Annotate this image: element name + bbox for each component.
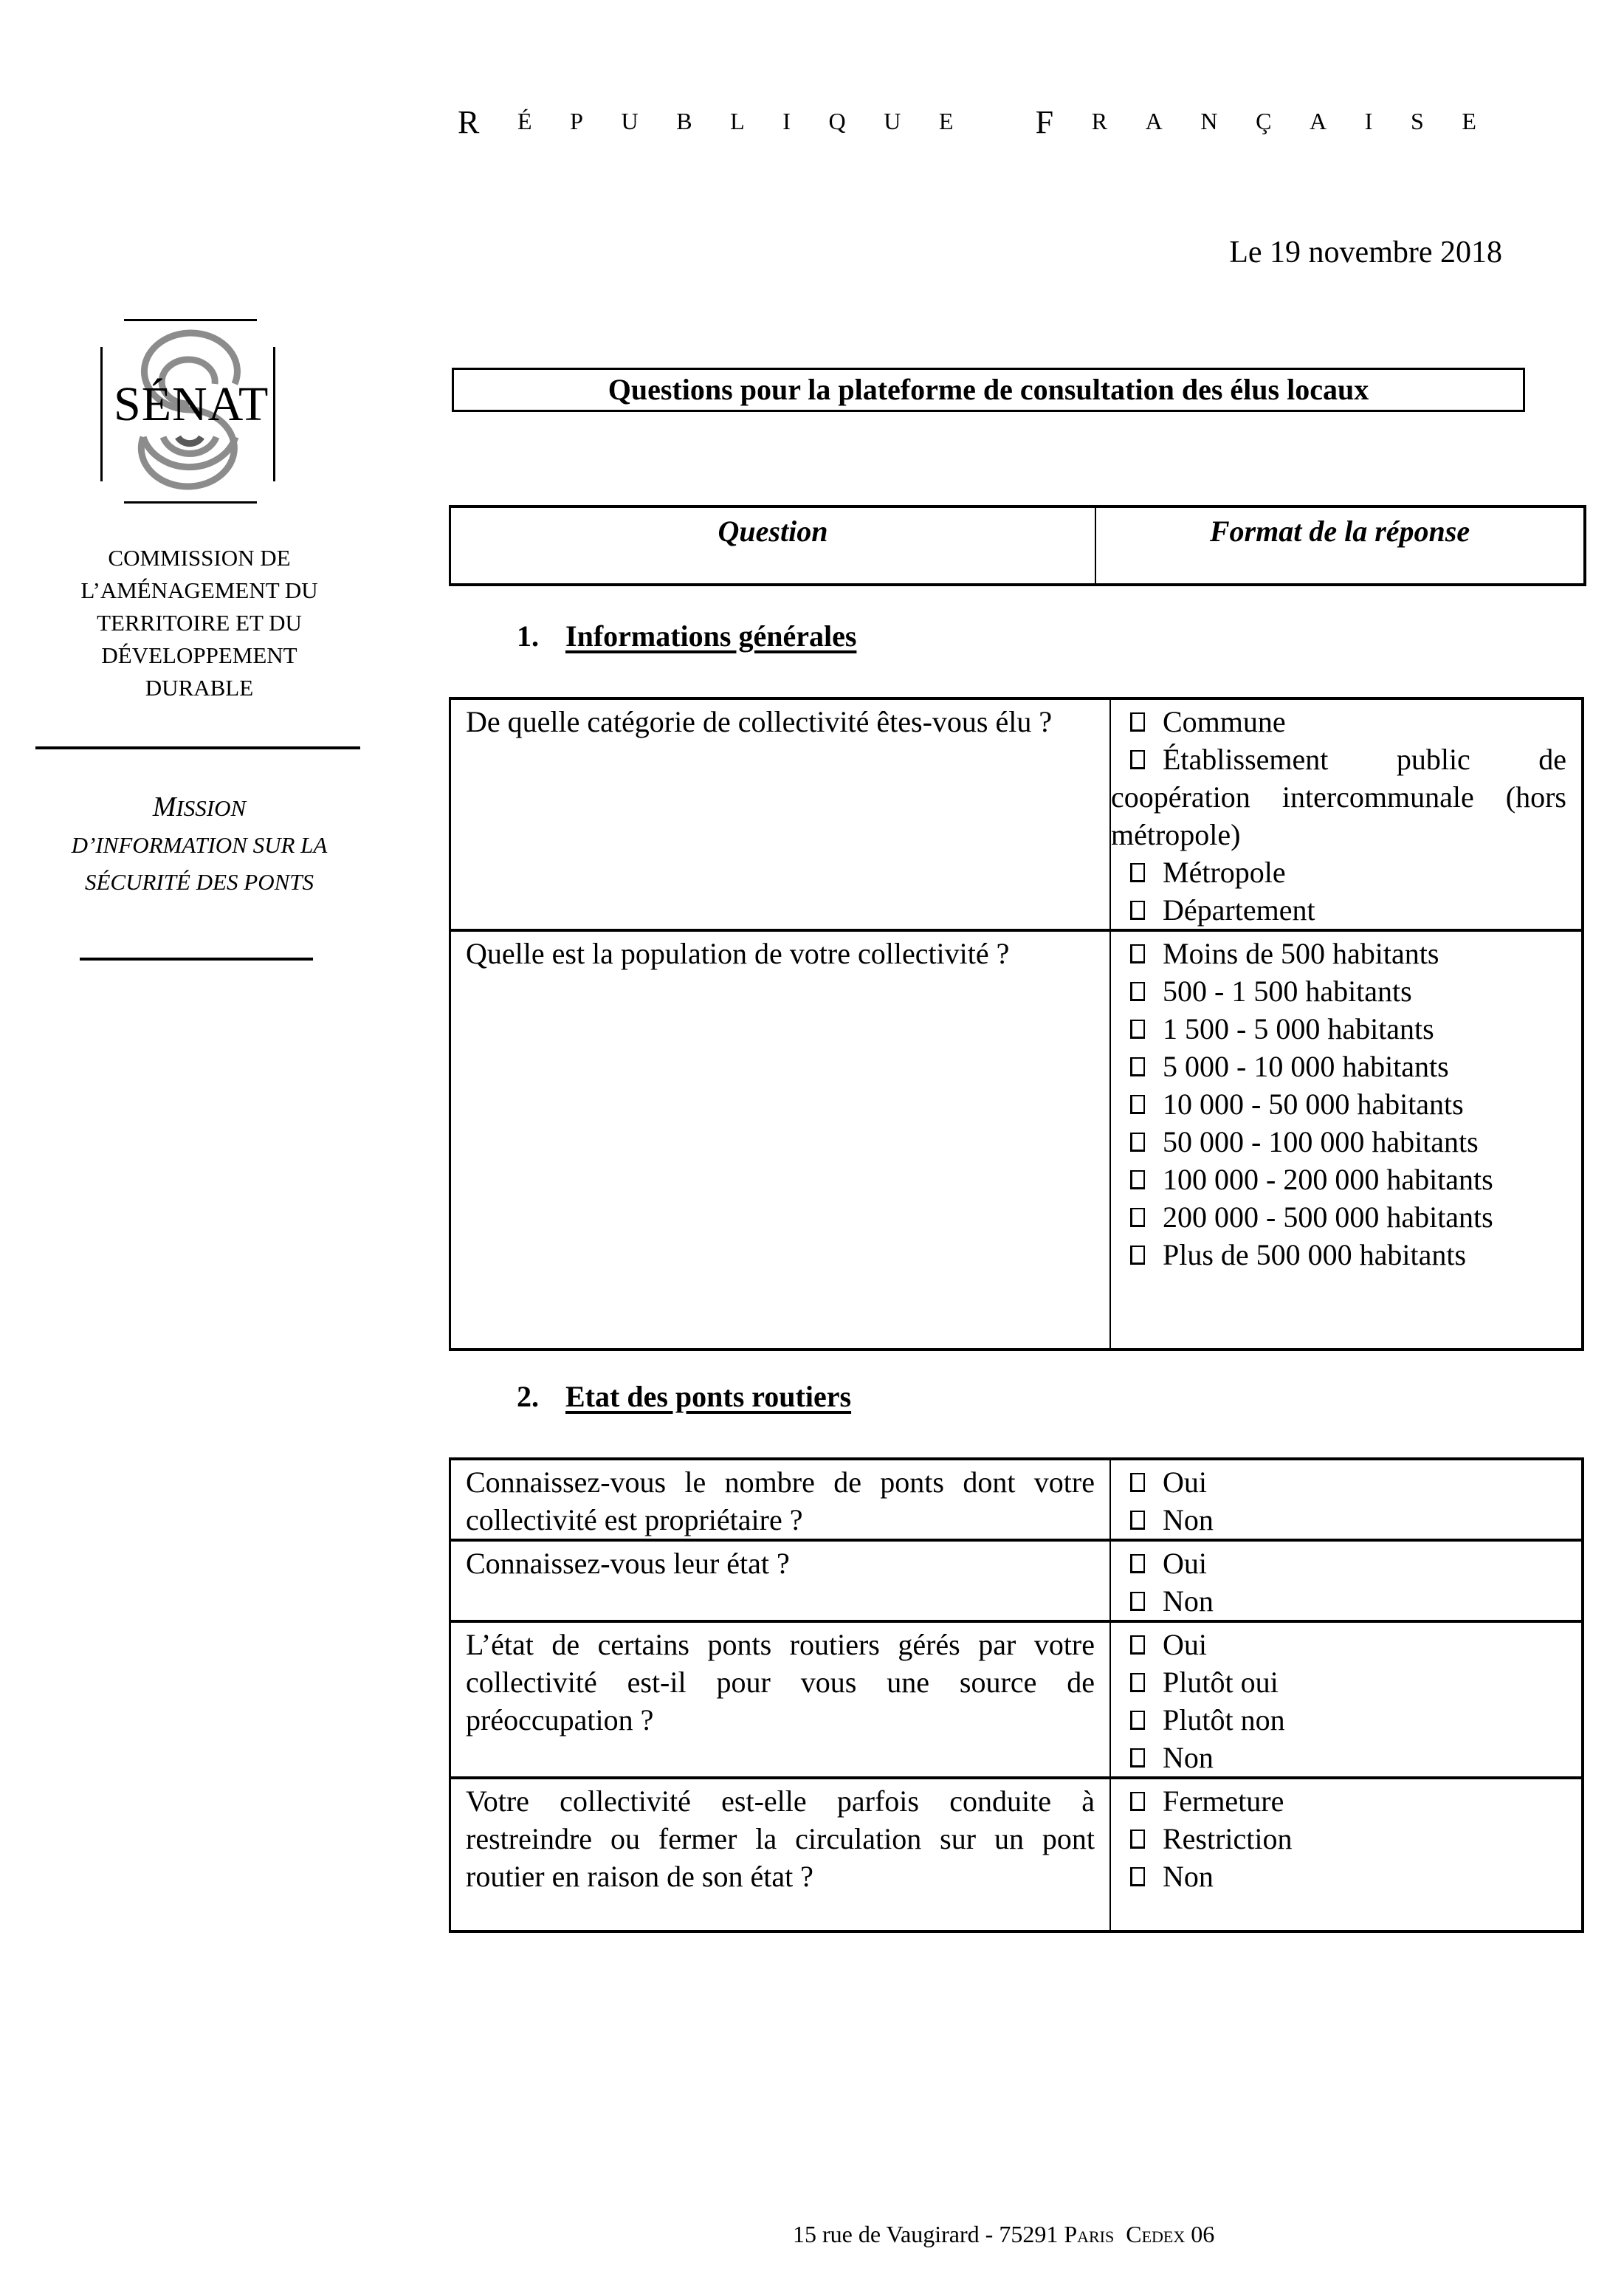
table-row <box>450 930 1583 1350</box>
option-label: Plutôt non <box>1163 1703 1285 1736</box>
header-letter: B <box>676 108 692 134</box>
option-population[interactable] <box>1163 1123 1566 1161</box>
option-label: 50 000 - 100 000 habitants <box>1163 1125 1479 1158</box>
option-label: Plutôt oui <box>1163 1666 1279 1699</box>
option-label: Non <box>1163 1503 1214 1536</box>
header-letter: Q <box>828 108 846 134</box>
option-oui[interactable] <box>1163 1463 1566 1501</box>
section-title: Etat des ponts routiers <box>565 1380 852 1413</box>
header-letter: N <box>1200 108 1218 134</box>
option-non[interactable] <box>1163 1858 1566 1895</box>
header-spacer <box>991 108 997 145</box>
checkbox-icon[interactable] <box>1130 712 1145 732</box>
option-label: Oui <box>1163 1466 1207 1499</box>
option-label: Fermeture <box>1163 1784 1284 1818</box>
header-letter: P <box>570 108 583 134</box>
question-cell: L’état de certains ponts routiers gérés par votre collectivité est-il pour vous une source de préoccupation ? <box>450 1621 1111 1778</box>
option-non[interactable] <box>1163 1582 1566 1620</box>
checkbox-icon[interactable] <box>1130 1208 1145 1227</box>
option-population[interactable] <box>1163 1236 1566 1274</box>
checkbox-icon[interactable] <box>1130 1748 1145 1767</box>
header-letter: R <box>458 104 480 140</box>
option-non[interactable] <box>1163 1739 1566 1776</box>
section-number: 1. <box>517 619 539 653</box>
commission-name <box>30 542 369 704</box>
checkbox-icon[interactable] <box>1130 863 1145 882</box>
header-letter: I <box>1364 108 1373 134</box>
footer-city: Paris <box>1064 2221 1115 2247</box>
question-cell: Connaissez-vous le nombre de ponts dont votre collectivité est propriétaire ? <box>450 1459 1111 1540</box>
option-population[interactable] <box>1163 1198 1566 1236</box>
table-row <box>450 1621 1583 1778</box>
logo-top-rule <box>124 319 257 321</box>
answer-cell <box>1110 930 1583 1350</box>
checkbox-icon[interactable] <box>1130 1511 1145 1530</box>
logo-right-rule <box>273 347 275 481</box>
section-title: Informations générales <box>565 619 857 653</box>
option-label: Non <box>1163 1860 1214 1893</box>
checkbox-icon[interactable] <box>1130 1792 1145 1811</box>
option-restriction[interactable] <box>1163 1820 1566 1858</box>
header-letter: L <box>730 108 745 134</box>
table-row <box>450 1459 1583 1540</box>
answer-cell <box>1110 1459 1583 1540</box>
question-cell: Quelle est la population de votre collectivité ? <box>450 930 1111 1350</box>
option-population[interactable] <box>1163 1161 1566 1198</box>
option-label: Commune <box>1163 705 1286 738</box>
checkbox-icon[interactable] <box>1130 1592 1145 1611</box>
checkbox-icon[interactable] <box>1130 1057 1145 1076</box>
checkbox-icon[interactable] <box>1130 1170 1145 1189</box>
option-label: Département <box>1163 893 1315 927</box>
sidebar-divider <box>35 746 360 749</box>
option-oui[interactable] <box>1163 1626 1566 1663</box>
mission-title <box>30 789 369 827</box>
table-row <box>450 1778 1583 1931</box>
header-letter: I <box>782 108 791 134</box>
option-label: Métropole <box>1163 856 1286 889</box>
option-population[interactable] <box>1163 1085 1566 1123</box>
checkbox-icon[interactable] <box>1130 1133 1145 1152</box>
option-commune[interactable] <box>1163 703 1566 741</box>
checkbox-icon[interactable] <box>1130 1830 1145 1849</box>
section-number: 2. <box>517 1380 539 1413</box>
mission-name <box>30 789 369 901</box>
option-label: Oui <box>1163 1547 1207 1580</box>
header-letter: A <box>1310 108 1327 134</box>
option-population[interactable] <box>1163 972 1566 1010</box>
answer-cell <box>1110 1778 1583 1931</box>
header-letter: U <box>621 108 639 134</box>
mission-initial: M <box>152 791 176 822</box>
commission-line: TERRITOIRE ET DU <box>97 610 302 636</box>
column-header-format: Format de la réponse <box>1209 515 1470 548</box>
answer-cell <box>1110 1621 1583 1778</box>
mission-rest: ISSION <box>176 795 247 821</box>
checkbox-icon[interactable] <box>1130 1473 1145 1492</box>
republique-francaise-header <box>458 103 1476 141</box>
header-letter: S <box>1410 108 1424 134</box>
option-label: 100 000 - 200 000 habitants <box>1163 1163 1493 1196</box>
checkbox-icon[interactable] <box>1130 1711 1145 1730</box>
option-departement[interactable] <box>1163 891 1566 929</box>
option-non[interactable] <box>1163 1501 1566 1539</box>
option-label: 10 000 - 50 000 habitants <box>1163 1088 1464 1121</box>
option-label: Oui <box>1163 1628 1207 1661</box>
table-row <box>450 1540 1583 1621</box>
header-letter: Ç <box>1256 108 1272 134</box>
commission-line: DURABLE <box>145 675 254 701</box>
document-title: Questions pour la plateforme de consultation des élus locaux <box>452 368 1525 412</box>
option-label: Restriction <box>1163 1822 1293 1855</box>
checkbox-icon[interactable] <box>1130 1635 1145 1655</box>
option-label: 500 - 1 500 habitants <box>1163 975 1412 1008</box>
sidebar-divider <box>80 958 313 961</box>
mission-line: D’INFORMATION SUR LA <box>71 832 328 858</box>
header-letter: U <box>884 108 901 134</box>
table-row <box>450 698 1583 930</box>
checkbox-icon[interactable] <box>1130 944 1145 963</box>
option-label: Établissement public de coopération intercommunale (hors métropole) <box>1111 743 1566 851</box>
option-population[interactable] <box>1163 1010 1566 1048</box>
option-label: 1 500 - 5 000 habitants <box>1163 1012 1434 1045</box>
checkbox-icon[interactable] <box>1130 1020 1145 1039</box>
header-letter: É <box>517 108 532 134</box>
question-cell: Connaissez-vous leur état ? <box>450 1540 1111 1621</box>
option-label: 5 000 - 10 000 habitants <box>1163 1050 1449 1083</box>
option-label: Plus de 500 000 habitants <box>1163 1238 1467 1271</box>
option-label: Moins de 500 habitants <box>1163 937 1439 970</box>
header-letter: F <box>1035 104 1054 140</box>
header-letter: E <box>938 108 954 134</box>
question-cell: De quelle catégorie de collectivité êtes-vous élu ? <box>450 698 1111 930</box>
footer-cedex: Cedex 06 <box>1126 2221 1215 2247</box>
logo-bottom-rule <box>124 501 257 504</box>
senat-logo <box>100 319 285 504</box>
checkbox-icon[interactable] <box>1130 1095 1145 1114</box>
option-plutot-oui[interactable] <box>1163 1663 1566 1701</box>
header-letter: E <box>1462 108 1476 134</box>
questions-table-general <box>449 697 1584 1351</box>
option-label: 200 000 - 500 000 habitants <box>1163 1200 1493 1234</box>
questions-table-bridges <box>449 1457 1584 1933</box>
checkbox-icon[interactable] <box>1130 982 1145 1001</box>
answer-cell <box>1110 1540 1583 1621</box>
commission-line: COMMISSION DE <box>108 545 291 571</box>
question-cell: Votre collectivité est-elle parfois conduite à restreindre ou fermer la circulation sur un pont routier en raison de son état ? <box>450 1778 1111 1931</box>
footer-address <box>738 2221 1329 2248</box>
logo-text: SÉNAT <box>114 377 269 431</box>
commission-line: L’AMÉNAGEMENT DU <box>80 577 318 603</box>
option-metropole[interactable] <box>1163 853 1566 891</box>
checkbox-icon[interactable] <box>1130 901 1145 920</box>
mission-line: SÉCURITÉ DES PONTS <box>85 869 314 895</box>
option-label: Non <box>1163 1584 1214 1618</box>
footer-street: 15 rue de Vaugirard - 75291 <box>793 2221 1059 2247</box>
column-header-question: Question <box>451 508 1096 583</box>
option-fermeture[interactable] <box>1163 1782 1566 1820</box>
option-label: Non <box>1163 1741 1214 1774</box>
section-heading <box>517 619 856 653</box>
option-epci[interactable] <box>1111 741 1566 853</box>
commission-line: DÉVELOPPEMENT <box>101 642 297 668</box>
logo-left-rule <box>100 347 103 481</box>
option-population[interactable] <box>1163 935 1566 972</box>
option-oui[interactable] <box>1163 1545 1566 1582</box>
checkbox-icon[interactable] <box>1130 750 1145 769</box>
section-heading <box>517 1379 851 1414</box>
checkbox-icon[interactable] <box>1130 1246 1145 1265</box>
header-letter: A <box>1145 108 1163 134</box>
checkbox-icon[interactable] <box>1130 1867 1145 1886</box>
checkbox-icon[interactable] <box>1130 1673 1145 1692</box>
option-plutot-non[interactable] <box>1163 1701 1566 1739</box>
document-date: Le 19 novembre 2018 <box>1229 236 1502 269</box>
table-header <box>449 505 1586 586</box>
header-letter: R <box>1091 108 1108 134</box>
option-population[interactable] <box>1163 1048 1566 1085</box>
checkbox-icon[interactable] <box>1130 1554 1145 1573</box>
answer-cell <box>1110 698 1583 930</box>
